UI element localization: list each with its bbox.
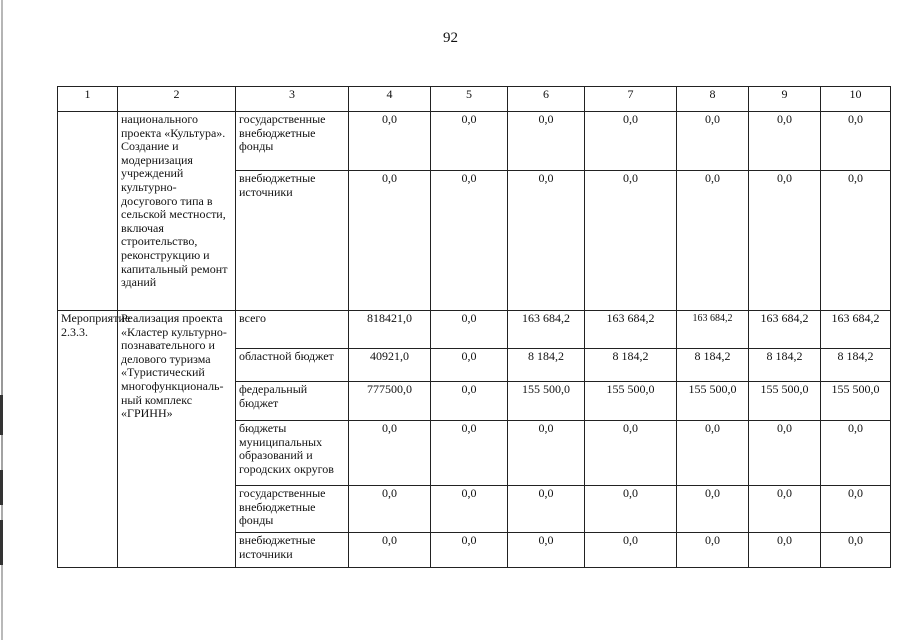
- value-cell: 0,0: [349, 486, 431, 533]
- value-cell: 0,0: [431, 349, 508, 382]
- value-cell: 0,0: [431, 421, 508, 486]
- value-cell: 163 684,2: [821, 311, 891, 349]
- value-cell: 0,0: [677, 112, 749, 171]
- header-row: [58, 87, 891, 112]
- value-cell: 0,0: [508, 421, 585, 486]
- funding-source-cell: внебюджетные источники: [236, 171, 349, 311]
- activity-name-cell: Реализация проекта «Кластер культурно-познавательного и делового туризма «Туристический многофункциональ-ный комплекс «ГРИНН»: [118, 311, 236, 568]
- value-cell: 0,0: [821, 533, 891, 568]
- scan-edge-mark: [0, 520, 3, 565]
- value-cell: 0,0: [749, 421, 821, 486]
- header-cell: 10: [821, 87, 891, 112]
- value-cell: 0,0: [585, 421, 677, 486]
- value-cell: 0,0: [749, 486, 821, 533]
- value-cell: 0,0: [585, 171, 677, 311]
- value-cell: 0,0: [749, 112, 821, 171]
- value-cell: 0,0: [821, 171, 891, 311]
- value-cell: 163 684,2: [749, 311, 821, 349]
- value-cell: 155 500,0: [508, 382, 585, 421]
- funding-source-cell: внебюджетные источники: [236, 533, 349, 568]
- value-cell: 0,0: [677, 171, 749, 311]
- value-cell: 0,0: [677, 533, 749, 568]
- table-row: [58, 112, 891, 171]
- header-cell: 1: [58, 87, 118, 112]
- value-cell: 155 500,0: [749, 382, 821, 421]
- value-cell: 163 684,2: [508, 311, 585, 349]
- value-cell: 8 184,2: [585, 349, 677, 382]
- value-cell: 818421,0: [349, 311, 431, 349]
- value-cell: 0,0: [431, 112, 508, 171]
- scan-edge-mark: [0, 470, 3, 505]
- header-cell: 9: [749, 87, 821, 112]
- value-cell: 0,0: [585, 533, 677, 568]
- value-cell: 163 684,2: [677, 311, 749, 349]
- value-cell: 8 184,2: [677, 349, 749, 382]
- value-cell: 777500,0: [349, 382, 431, 421]
- empty-label-cell: [58, 112, 118, 311]
- value-cell: 155 500,0: [821, 382, 891, 421]
- value-cell: 0,0: [349, 533, 431, 568]
- funding-source-cell: всего: [236, 311, 349, 349]
- value-cell: 0,0: [677, 486, 749, 533]
- value-cell: 0,0: [431, 486, 508, 533]
- funding-source-cell: государственные внебюджетные фонды: [236, 112, 349, 171]
- header-cell: 2: [118, 87, 236, 112]
- value-cell: 0,0: [349, 421, 431, 486]
- value-cell: 0,0: [821, 112, 891, 171]
- value-cell: 0,0: [749, 533, 821, 568]
- value-cell: 8 184,2: [508, 349, 585, 382]
- value-cell: 155 500,0: [677, 382, 749, 421]
- scan-edge-mark: [0, 395, 3, 435]
- funding-source-cell: бюджеты муниципальных образований и городских округов: [236, 421, 349, 486]
- table-row: [58, 311, 891, 349]
- funding-source-cell: государственные внебюджетные фонды: [236, 486, 349, 533]
- value-cell: 0,0: [508, 171, 585, 311]
- value-cell: 0,0: [431, 533, 508, 568]
- header-cell: 6: [508, 87, 585, 112]
- value-cell: 0,0: [431, 382, 508, 421]
- value-cell: 0,0: [431, 311, 508, 349]
- header-cell: 3: [236, 87, 349, 112]
- funding-source-cell: областной бюджет: [236, 349, 349, 382]
- activity-name-cell: национального проекта «Культура». Создание и модернизация учреждений культурно-досугового типа в сельской местности, включая строительство, реконструкцию и капитальный ремонт зданий: [118, 112, 236, 311]
- value-cell: 163 684,2: [585, 311, 677, 349]
- value-cell: 8 184,2: [821, 349, 891, 382]
- value-cell: 0,0: [677, 421, 749, 486]
- value-cell: 0,0: [585, 112, 677, 171]
- value-cell: 40921,0: [349, 349, 431, 382]
- value-cell: 0,0: [508, 112, 585, 171]
- value-cell: 155 500,0: [585, 382, 677, 421]
- header-cell: 7: [585, 87, 677, 112]
- value-cell: 0,0: [431, 171, 508, 311]
- value-cell: 0,0: [349, 112, 431, 171]
- header-cell: 4: [349, 87, 431, 112]
- value-cell: 0,0: [821, 421, 891, 486]
- value-cell: 0,0: [585, 486, 677, 533]
- header-cell: 8: [677, 87, 749, 112]
- value-cell: 0,0: [749, 171, 821, 311]
- budget-table: [57, 86, 891, 568]
- measure-label-cell: Мероприятие 2.3.3.: [58, 311, 118, 568]
- value-cell: 0,0: [508, 533, 585, 568]
- page-number: 92: [443, 30, 458, 46]
- header-cell: 5: [431, 87, 508, 112]
- value-cell: 8 184,2: [749, 349, 821, 382]
- value-cell: 0,0: [508, 486, 585, 533]
- value-cell: 0,0: [349, 171, 431, 311]
- funding-source-cell: федеральный бюджет: [236, 382, 349, 421]
- value-cell: 0,0: [821, 486, 891, 533]
